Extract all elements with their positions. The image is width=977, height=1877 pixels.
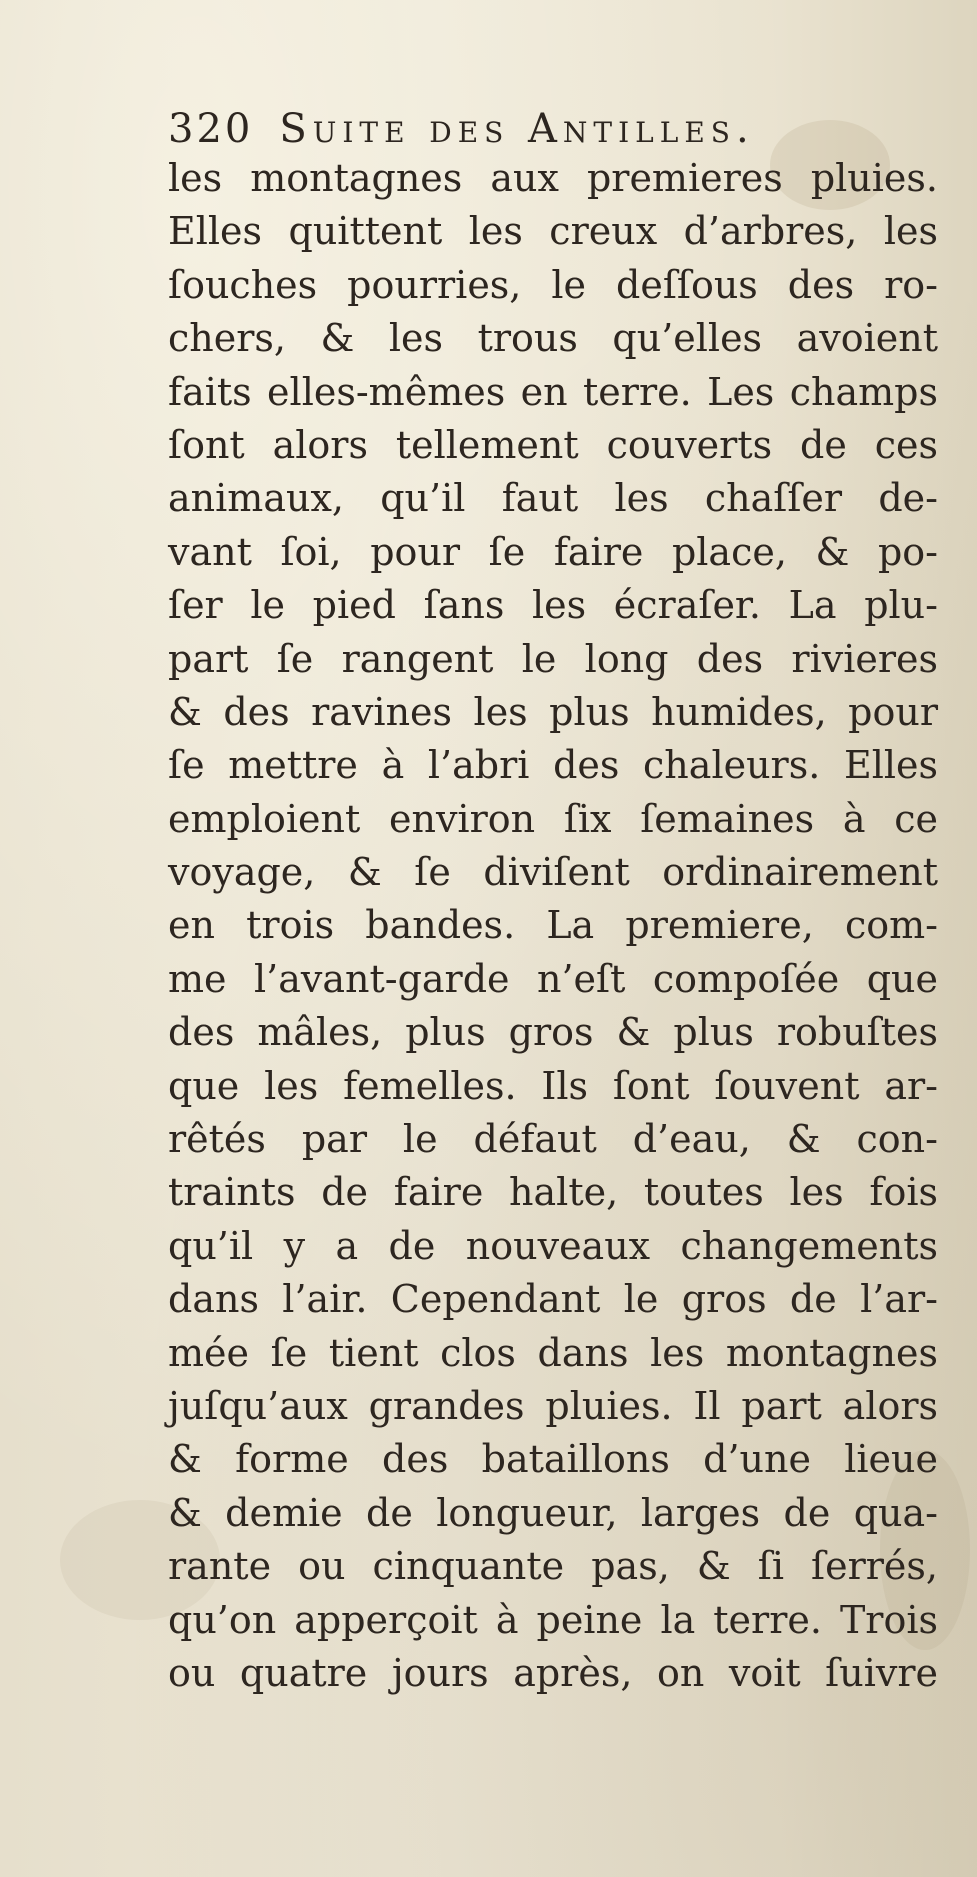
text-line: Elles quittent les creux d’arbres, les <box>168 209 938 254</box>
text-line: que les femelles. Ils ſont ſouvent ar- <box>168 1063 938 1108</box>
text-line: juſqu’aux grandes pluies. Il part alors <box>168 1383 938 1428</box>
text-line: ſer le pied ſans les écraſer. La plu- <box>168 583 938 628</box>
running-head: Suite des Antilles. <box>279 106 755 152</box>
text-line: ſont alors tellement couverts de ces <box>168 422 938 467</box>
text-line: & des ravines les plus humides, pour <box>168 689 938 734</box>
text-line: voyage, & ſe diviſent ordinairement <box>168 850 938 895</box>
text-line: animaux, qu’il faut les chaſſer de- <box>168 476 938 521</box>
text-line: les montagnes aux premieres pluies. <box>168 156 938 200</box>
text-line: & demie de longueur, larges de qua- <box>168 1490 938 1535</box>
text-block <box>168 96 948 1700</box>
text-line: ſe mettre à l’abri des chaleurs. Elles <box>168 743 938 788</box>
text-line: ſouches pourries, le deſſous des ro- <box>168 262 938 307</box>
page-header <box>168 96 948 152</box>
text-line: emploient environ ſix ſemaines à ce <box>168 796 938 841</box>
text-line: mée ſe tient clos dans les montagnes <box>168 1330 938 1375</box>
text-line: me l’avant-garde n’eſt compoſée que <box>168 956 938 1001</box>
text-line: qu’on apperçoit à peine la terre. Trois <box>168 1597 938 1642</box>
text-line: part ſe rangent le long des rivieres <box>168 636 938 681</box>
text-line: chers, & les trous qu’elles avoient <box>168 316 938 361</box>
text-line: rêtés par le défaut d’eau, & con- <box>168 1117 938 1162</box>
text-line: en trois bandes. La premiere, com- <box>168 903 938 948</box>
text-line: & forme des bataillons d’une lieue <box>168 1437 938 1482</box>
text-line: qu’il y a de nouveaux changements <box>168 1223 938 1268</box>
text-line: traints de faire halte, toutes les fois <box>168 1170 938 1215</box>
body-text <box>168 152 948 1700</box>
text-line: faits elles-mêmes en terre. Les champs <box>168 369 938 414</box>
text-line: dans l’air. Cependant le gros de l’ar- <box>168 1277 938 1322</box>
page-number: 320 <box>168 106 254 152</box>
text-line: rante ou cinquante pas, & ſi ſerrés, <box>168 1544 938 1589</box>
text-line: ou quatre jours après, on voit ſuivre <box>168 1650 938 1695</box>
text-line: des mâles, plus gros & plus robuſtes <box>168 1010 938 1055</box>
text-line: vant ſoi, pour ſe faire place, & po- <box>168 529 938 574</box>
